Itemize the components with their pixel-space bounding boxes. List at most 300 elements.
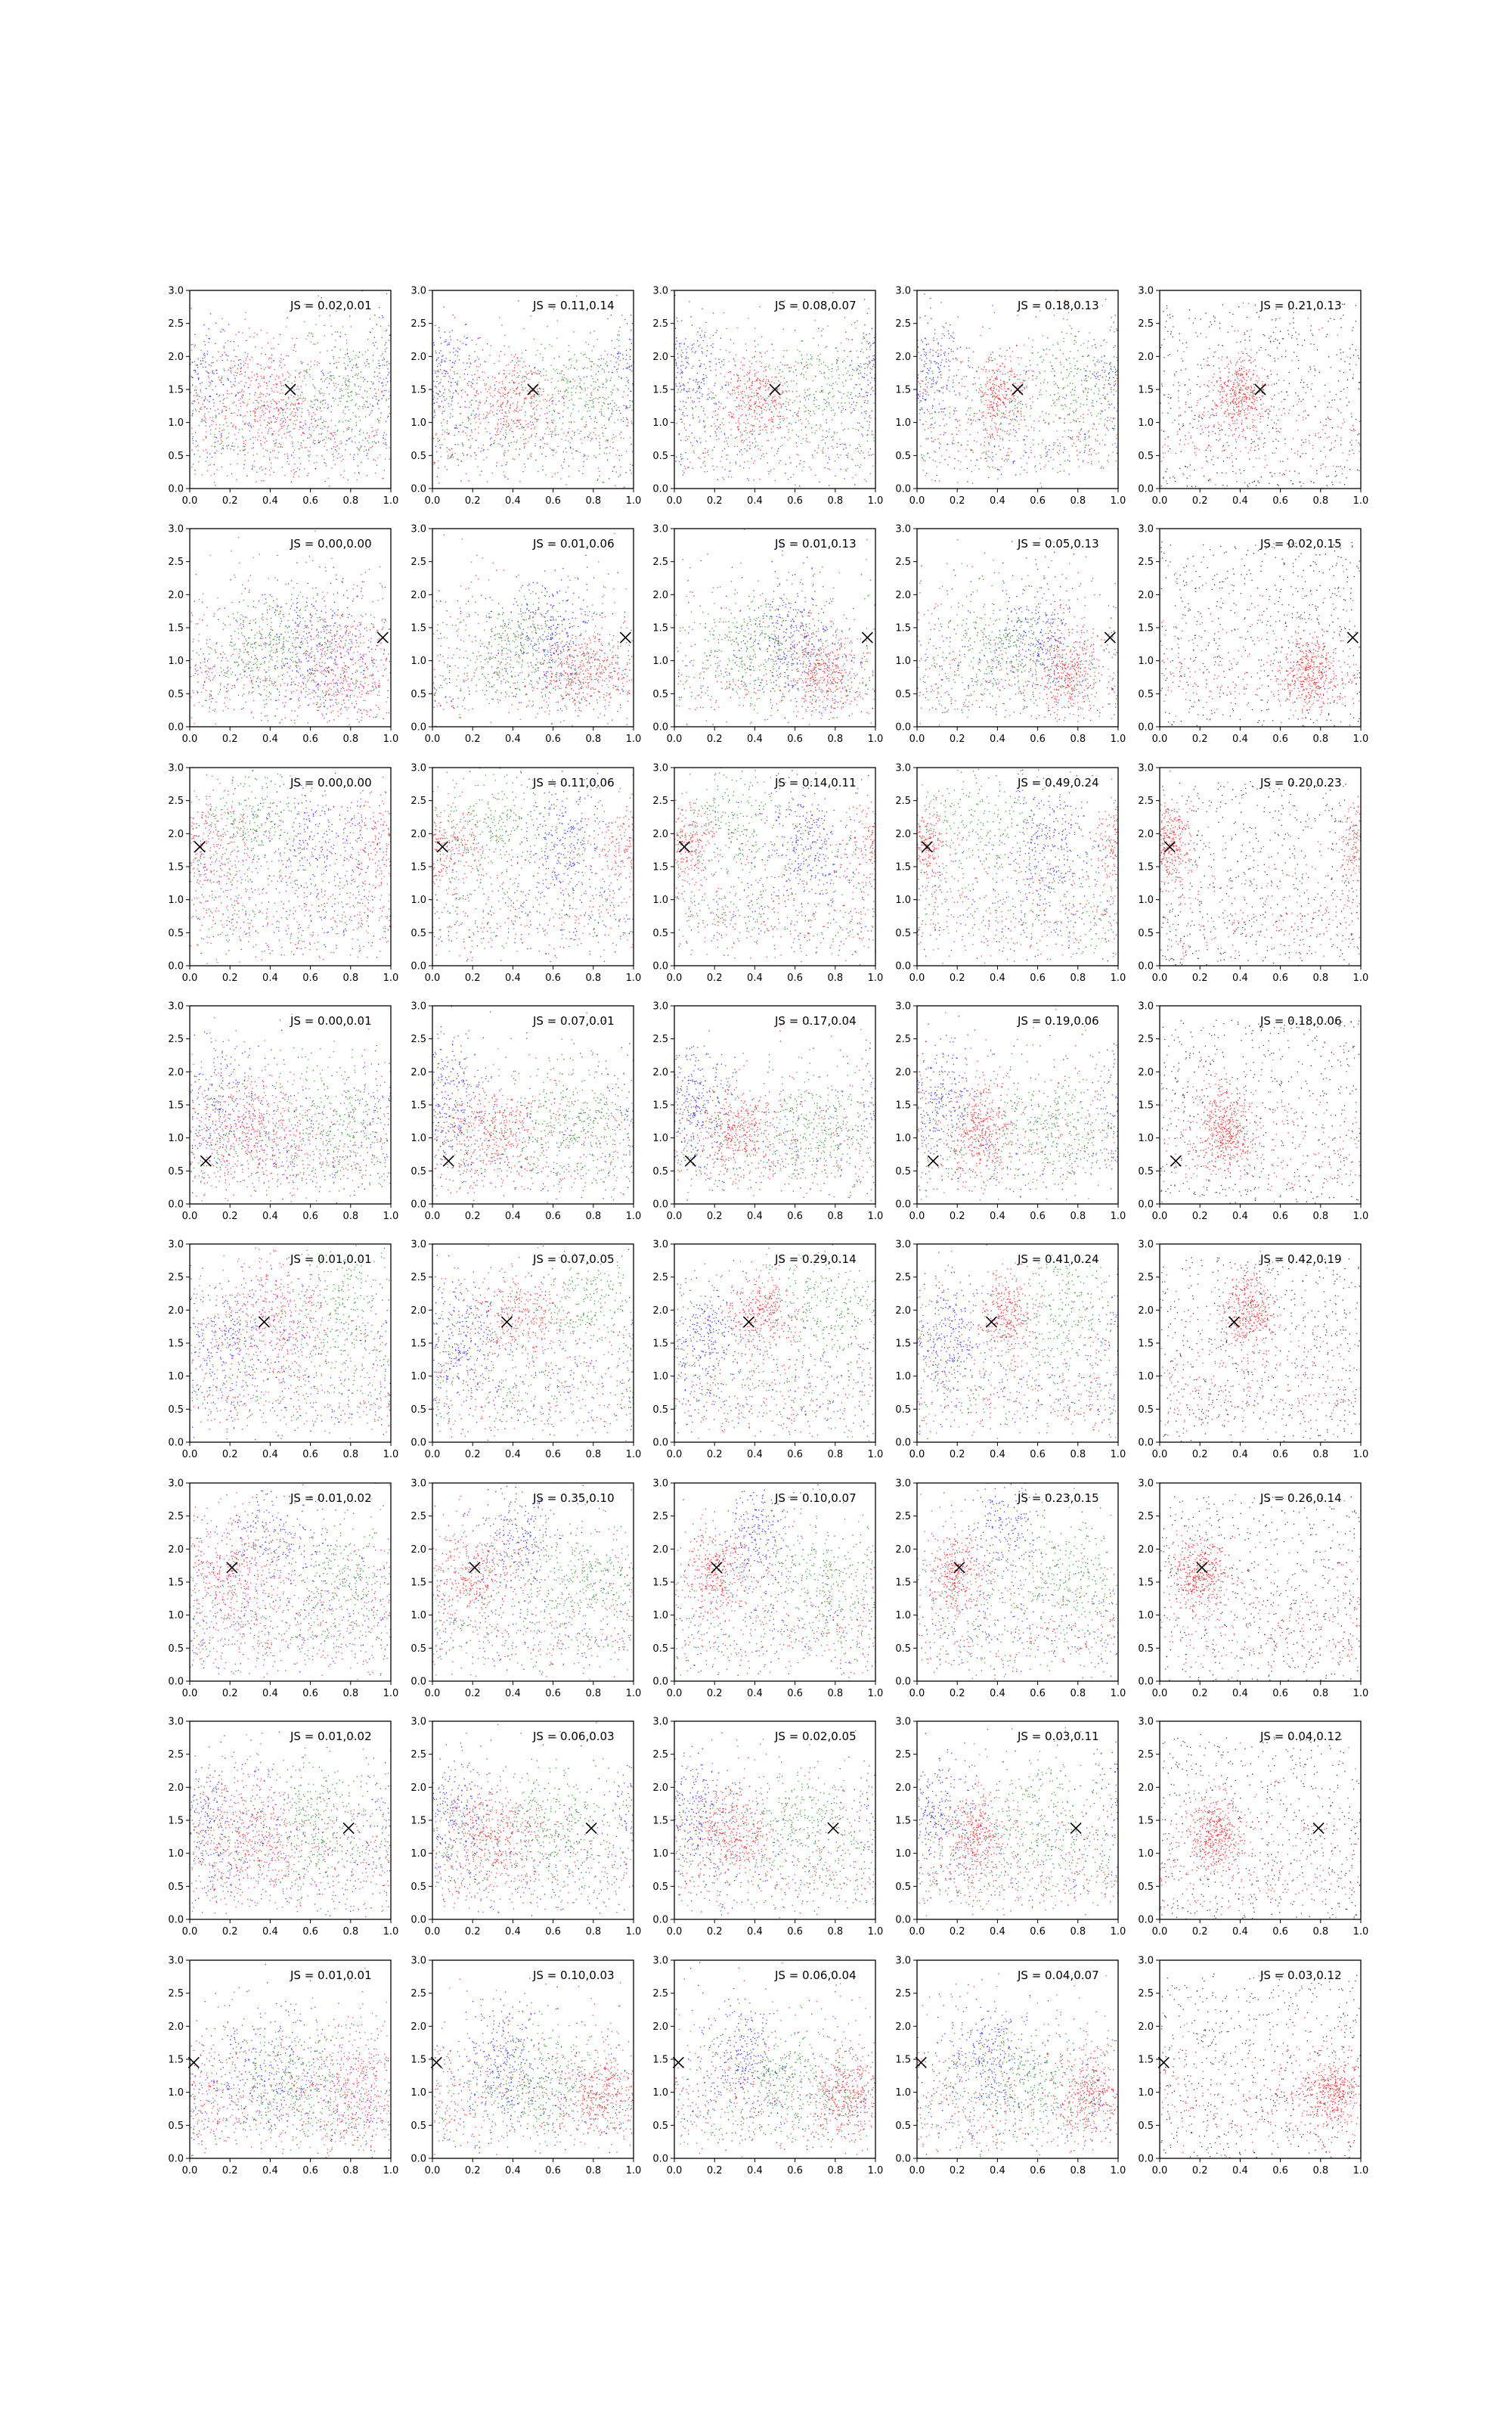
y-tick-label: 2.5 [168, 1034, 184, 1046]
y-tick-label: 0.0 [895, 1676, 911, 1688]
x-tick-label: 0.8 [827, 734, 844, 745]
y-tick-label: 3.0 [168, 523, 184, 535]
js-annotation: JS = 0.07,0.05 [533, 1252, 615, 1266]
x-tick-label: 0.6 [787, 2165, 803, 2176]
x-tick-label: 0.6 [787, 495, 803, 507]
x-tick-label: 0.0 [666, 1211, 683, 1222]
x-tick-label: 0.0 [666, 1688, 683, 1699]
x-tick-label: 0.8 [342, 2165, 359, 2176]
js-annotation: JS = 0.05,0.13 [1018, 537, 1099, 551]
y-tick-label: 0.0 [168, 1437, 184, 1449]
y-tick-label: 2.5 [652, 796, 668, 808]
x-tick-label: 0.4 [505, 1211, 521, 1222]
x-tick-label: 0.6 [302, 1211, 318, 1222]
x-tick-label: 1.0 [1352, 495, 1369, 507]
y-tick-label: 0.0 [652, 721, 668, 734]
x-tick-label: 0.2 [706, 973, 723, 984]
y-tick-label: 1.5 [652, 1338, 668, 1350]
x-tick-label: 0.0 [424, 973, 441, 984]
y-tick-label: 1.5 [168, 1577, 184, 1589]
y-tick-label: 0.0 [411, 483, 426, 495]
x-tick-label: 0.6 [302, 1926, 318, 1938]
js-annotation: JS = 0.14,0.11 [775, 776, 857, 790]
y-tick-label: 2.5 [168, 1511, 184, 1523]
x-tick-label: 0.8 [585, 1688, 602, 1699]
x-tick-label: 0.2 [1191, 1688, 1208, 1699]
y-tick-label: 3.0 [1138, 762, 1154, 774]
js-annotation: JS = 0.10,0.07 [775, 1491, 857, 1505]
x-tick-label: 0.2 [1191, 973, 1208, 984]
x-tick-label: 1.0 [383, 1926, 399, 1938]
x-tick-label: 0.6 [302, 1688, 318, 1699]
x-tick-label: 1.0 [1110, 2165, 1126, 2176]
x-tick-label: 0.0 [666, 734, 683, 745]
y-tick-label: 3.0 [1138, 523, 1154, 535]
x-tick-label: 1.0 [867, 1688, 884, 1699]
y-tick-label: 2.5 [652, 1272, 668, 1284]
y-tick-label: 0.5 [411, 450, 426, 462]
x-tick-label: 0.4 [747, 1211, 763, 1222]
y-tick-label: 3.0 [1138, 1001, 1154, 1013]
js-annotation: JS = 0.10,0.03 [533, 1969, 615, 1982]
x-tick-label: 0.8 [1312, 495, 1329, 507]
x-tick-label: 0.6 [302, 495, 318, 507]
y-tick-label: 2.0 [652, 2021, 668, 2033]
y-tick-label: 0.0 [652, 483, 668, 495]
y-tick-label: 1.0 [652, 1371, 668, 1383]
y-tick-label: 2.0 [411, 828, 426, 840]
x-tick-label: 0.8 [585, 973, 602, 984]
y-tick-label: 1.0 [1138, 417, 1154, 430]
y-tick-label: 1.0 [652, 656, 668, 668]
y-tick-label: 0.5 [1138, 927, 1154, 939]
y-tick-label: 0.5 [652, 688, 668, 700]
y-tick-label: 1.5 [168, 1338, 184, 1350]
y-tick-label: 0.5 [411, 1881, 426, 1893]
y-tick-label: 0.5 [1138, 2120, 1154, 2132]
x-tick-label: 0.4 [990, 1926, 1005, 1938]
x-tick-label: 0.2 [949, 973, 965, 984]
y-tick-label: 2.5 [1138, 557, 1154, 569]
x-tick-label: 1.0 [1110, 973, 1126, 984]
y-tick-label: 0.5 [168, 1643, 184, 1655]
y-tick-label: 2.0 [168, 1305, 184, 1317]
x-tick-label: 1.0 [867, 973, 884, 984]
y-tick-label: 2.5 [411, 1272, 426, 1284]
js-annotation: JS = 0.06,0.03 [533, 1730, 615, 1743]
x-tick-label: 0.4 [747, 1449, 763, 1460]
x-tick-label: 0.4 [1232, 1449, 1248, 1460]
y-tick-label: 3.0 [411, 1716, 426, 1728]
x-tick-label: 1.0 [625, 1926, 642, 1938]
x-tick-label: 0.6 [1030, 1688, 1046, 1699]
y-tick-label: 0.0 [411, 721, 426, 734]
y-tick-label: 1.5 [895, 861, 911, 873]
y-tick-label: 0.5 [895, 927, 911, 939]
y-tick-label: 0.5 [895, 2120, 911, 2132]
y-tick-label: 3.0 [168, 1001, 184, 1013]
y-tick-label: 1.0 [895, 1133, 911, 1145]
x-tick-label: 0.8 [827, 495, 844, 507]
y-tick-label: 2.5 [652, 1034, 668, 1046]
y-tick-label: 0.0 [411, 1437, 426, 1449]
x-tick-label: 0.6 [302, 734, 318, 745]
x-tick-label: 1.0 [625, 1211, 642, 1222]
y-tick-label: 1.0 [411, 417, 426, 430]
y-tick-label: 2.0 [652, 828, 668, 840]
x-tick-label: 0.4 [1232, 1926, 1248, 1938]
x-tick-label: 0.4 [262, 973, 278, 984]
js-annotation: JS = 0.00,0.01 [290, 1014, 372, 1028]
x-tick-label: 1.0 [1352, 1449, 1369, 1460]
x-tick-label: 0.8 [1312, 2165, 1329, 2176]
y-tick-label: 1.5 [895, 622, 911, 634]
x-tick-label: 0.4 [990, 734, 1005, 745]
x-tick-label: 0.8 [1070, 2165, 1086, 2176]
y-tick-label: 0.5 [1138, 688, 1154, 700]
y-tick-label: 2.0 [411, 2021, 426, 2033]
js-annotation: JS = 0.23,0.15 [1018, 1491, 1099, 1505]
js-annotation: JS = 0.01,0.06 [533, 537, 615, 551]
x-tick-label: 0.4 [505, 973, 521, 984]
x-tick-label: 0.8 [1312, 1449, 1329, 1460]
y-tick-label: 1.5 [1138, 622, 1154, 634]
y-tick-label: 0.5 [1138, 1404, 1154, 1416]
y-tick-label: 1.0 [895, 895, 911, 907]
y-tick-label: 1.5 [652, 622, 668, 634]
x-tick-label: 0.2 [222, 1211, 238, 1222]
y-tick-label: 3.0 [1138, 1478, 1154, 1490]
x-tick-label: 0.8 [1312, 1688, 1329, 1699]
y-tick-label: 1.5 [1138, 1338, 1154, 1350]
y-tick-label: 1.0 [411, 656, 426, 668]
y-tick-label: 3.0 [1138, 1716, 1154, 1728]
y-tick-label: 1.0 [168, 2087, 184, 2099]
x-tick-label: 0.4 [262, 1449, 278, 1460]
x-tick-label: 0.2 [222, 734, 238, 745]
y-tick-label: 3.0 [652, 762, 668, 774]
js-annotation: JS = 0.11,0.14 [533, 299, 615, 312]
y-tick-label: 0.0 [895, 1914, 911, 1926]
y-tick-label: 2.0 [411, 1066, 426, 1078]
js-annotation: JS = 0.18,0.13 [1018, 299, 1099, 312]
y-tick-label: 2.0 [1138, 2021, 1154, 2033]
y-tick-label: 3.0 [411, 285, 426, 297]
x-tick-label: 0.0 [424, 495, 441, 507]
y-tick-label: 1.0 [1138, 1371, 1154, 1383]
x-tick-label: 0.0 [181, 973, 198, 984]
y-tick-label: 1.0 [895, 1848, 911, 1860]
x-tick-label: 0.8 [342, 1926, 359, 1938]
y-tick-label: 3.0 [652, 285, 668, 297]
y-tick-label: 3.0 [1138, 285, 1154, 297]
y-tick-label: 1.5 [895, 2054, 911, 2066]
x-tick-label: 0.6 [545, 495, 561, 507]
y-tick-label: 1.5 [895, 1100, 911, 1112]
x-tick-label: 0.6 [787, 1926, 803, 1938]
y-tick-label: 0.0 [895, 2153, 911, 2165]
y-tick-label: 2.0 [652, 1544, 668, 1556]
y-tick-label: 0.5 [895, 1165, 911, 1177]
y-tick-label: 1.0 [411, 1848, 426, 1860]
x-tick-label: 0.4 [505, 1449, 521, 1460]
x-tick-label: 1.0 [383, 734, 399, 745]
y-tick-label: 1.5 [411, 1577, 426, 1589]
y-tick-label: 2.5 [895, 1511, 911, 1523]
x-tick-label: 0.0 [666, 1449, 683, 1460]
x-tick-label: 0.6 [1272, 2165, 1288, 2176]
x-tick-label: 0.6 [545, 1211, 561, 1222]
js-annotation: JS = 0.19,0.06 [1018, 1014, 1099, 1028]
y-tick-label: 1.0 [895, 417, 911, 430]
x-tick-label: 1.0 [1110, 734, 1126, 745]
y-tick-label: 1.0 [411, 1610, 426, 1622]
x-tick-label: 0.4 [262, 1211, 278, 1222]
x-tick-label: 0.0 [1151, 1449, 1168, 1460]
x-tick-label: 0.4 [990, 1688, 1005, 1699]
y-tick-label: 2.0 [411, 351, 426, 363]
x-tick-label: 0.0 [181, 1449, 198, 1460]
y-tick-label: 0.0 [652, 1914, 668, 1926]
y-tick-label: 2.5 [1138, 1511, 1154, 1523]
js-annotation: JS = 0.03,0.11 [1018, 1730, 1099, 1743]
x-tick-label: 0.4 [262, 734, 278, 745]
y-tick-label: 2.5 [1138, 1749, 1154, 1761]
y-tick-label: 2.5 [168, 1272, 184, 1284]
x-tick-label: 0.8 [1070, 973, 1086, 984]
y-tick-label: 2.0 [652, 1305, 668, 1317]
y-tick-label: 1.0 [1138, 2087, 1154, 2099]
x-tick-label: 1.0 [1352, 2165, 1369, 2176]
y-tick-label: 3.0 [652, 523, 668, 535]
y-tick-label: 2.5 [411, 557, 426, 569]
y-tick-label: 0.5 [168, 688, 184, 700]
y-tick-label: 2.5 [1138, 796, 1154, 808]
x-tick-label: 0.2 [949, 1926, 965, 1938]
y-tick-label: 1.0 [1138, 1848, 1154, 1860]
x-tick-label: 1.0 [1110, 1926, 1126, 1938]
x-tick-label: 0.0 [909, 495, 925, 507]
y-tick-label: 3.0 [652, 1478, 668, 1490]
y-tick-label: 3.0 [652, 1716, 668, 1728]
x-tick-label: 0.2 [706, 1449, 723, 1460]
x-tick-label: 0.8 [342, 1688, 359, 1699]
y-tick-label: 3.0 [1138, 1955, 1154, 1967]
x-tick-label: 0.8 [585, 495, 602, 507]
x-tick-label: 1.0 [1110, 1688, 1126, 1699]
y-tick-label: 3.0 [895, 762, 911, 774]
y-tick-label: 2.0 [168, 1782, 184, 1794]
y-tick-label: 0.5 [411, 927, 426, 939]
x-tick-label: 0.4 [747, 973, 763, 984]
y-tick-label: 0.5 [895, 450, 911, 462]
x-tick-label: 0.6 [545, 1926, 561, 1938]
y-tick-label: 0.0 [168, 960, 184, 973]
y-tick-label: 3.0 [168, 285, 184, 297]
x-tick-label: 0.4 [747, 2165, 763, 2176]
x-tick-label: 1.0 [383, 495, 399, 507]
y-tick-label: 0.5 [895, 1404, 911, 1416]
x-tick-label: 0.0 [909, 2165, 925, 2176]
x-tick-label: 1.0 [867, 2165, 884, 2176]
js-annotation: JS = 0.01,0.13 [775, 537, 857, 551]
y-tick-label: 3.0 [168, 1716, 184, 1728]
y-tick-label: 1.0 [411, 2087, 426, 2099]
x-tick-label: 0.6 [1030, 734, 1046, 745]
x-tick-label: 1.0 [1352, 973, 1369, 984]
js-annotation: JS = 0.17,0.04 [775, 1014, 857, 1028]
y-tick-label: 0.0 [652, 1437, 668, 1449]
x-tick-label: 0.4 [1232, 1688, 1248, 1699]
y-tick-label: 1.0 [652, 895, 668, 907]
x-tick-label: 0.8 [1312, 1211, 1329, 1222]
y-tick-label: 0.0 [411, 1914, 426, 1926]
y-tick-label: 3.0 [652, 1001, 668, 1013]
y-tick-label: 2.0 [1138, 589, 1154, 601]
x-tick-label: 0.0 [909, 734, 925, 745]
x-tick-label: 0.8 [342, 1449, 359, 1460]
y-tick-label: 0.0 [411, 2153, 426, 2165]
y-tick-label: 2.5 [411, 1749, 426, 1761]
x-tick-label: 0.0 [909, 1688, 925, 1699]
js-annotation: JS = 0.11,0.06 [533, 776, 615, 790]
x-tick-label: 1.0 [867, 734, 884, 745]
y-tick-label: 3.0 [411, 1955, 426, 1967]
x-tick-label: 0.8 [827, 1211, 844, 1222]
y-tick-label: 1.5 [168, 861, 184, 873]
y-tick-label: 0.0 [168, 721, 184, 734]
y-tick-label: 0.0 [895, 1437, 911, 1449]
x-tick-label: 0.2 [464, 1926, 481, 1938]
y-tick-label: 3.0 [652, 1955, 668, 1967]
js-annotation: JS = 0.02,0.15 [1260, 537, 1342, 551]
y-tick-label: 1.5 [895, 1577, 911, 1589]
x-tick-label: 0.0 [666, 1926, 683, 1938]
y-tick-label: 1.5 [168, 2054, 184, 2066]
y-tick-label: 2.0 [652, 589, 668, 601]
x-tick-label: 0.2 [949, 495, 965, 507]
y-tick-label: 0.0 [168, 1676, 184, 1688]
x-tick-label: 0.2 [222, 2165, 238, 2176]
y-tick-label: 0.5 [652, 2120, 668, 2132]
x-tick-label: 0.6 [1030, 1926, 1046, 1938]
x-tick-label: 1.0 [1352, 1926, 1369, 1938]
x-tick-label: 0.0 [666, 2165, 683, 2176]
x-tick-label: 1.0 [383, 1449, 399, 1460]
y-tick-label: 2.0 [895, 2021, 911, 2033]
y-tick-label: 3.0 [168, 762, 184, 774]
js-annotation: JS = 0.02,0.05 [775, 1730, 857, 1743]
x-tick-label: 0.0 [424, 1688, 441, 1699]
x-tick-label: 0.2 [949, 1688, 965, 1699]
x-tick-label: 0.0 [1151, 1926, 1168, 1938]
x-tick-label: 0.6 [1030, 2165, 1046, 2176]
y-tick-label: 1.0 [168, 1610, 184, 1622]
x-tick-label: 0.4 [1232, 973, 1248, 984]
y-tick-label: 2.0 [168, 1066, 184, 1078]
y-tick-label: 2.5 [411, 1988, 426, 2000]
y-tick-label: 2.5 [411, 1511, 426, 1523]
x-tick-label: 0.4 [1232, 2165, 1248, 2176]
y-tick-label: 0.0 [168, 2153, 184, 2165]
y-tick-label: 2.0 [652, 351, 668, 363]
y-tick-label: 2.5 [895, 1272, 911, 1284]
x-tick-label: 0.4 [505, 1688, 521, 1699]
x-tick-label: 0.4 [505, 495, 521, 507]
y-tick-label: 2.5 [411, 796, 426, 808]
x-tick-label: 0.4 [990, 973, 1005, 984]
y-tick-label: 0.0 [168, 1199, 184, 1211]
x-tick-label: 0.2 [1191, 2165, 1208, 2176]
x-tick-label: 0.4 [747, 1688, 763, 1699]
x-tick-label: 1.0 [1352, 734, 1369, 745]
y-tick-label: 1.0 [652, 1610, 668, 1622]
x-tick-label: 0.2 [706, 2165, 723, 2176]
x-tick-label: 0.4 [990, 495, 1005, 507]
y-tick-label: 1.5 [168, 622, 184, 634]
js-annotation: JS = 0.18,0.06 [1260, 1014, 1342, 1028]
x-tick-label: 0.2 [1191, 1926, 1208, 1938]
y-tick-label: 1.0 [895, 1371, 911, 1383]
x-tick-label: 0.0 [909, 973, 925, 984]
x-tick-label: 0.0 [909, 1449, 925, 1460]
x-tick-label: 0.8 [585, 734, 602, 745]
y-tick-label: 2.0 [1138, 1782, 1154, 1794]
x-tick-label: 0.0 [181, 1688, 198, 1699]
y-tick-label: 1.0 [168, 1133, 184, 1145]
y-tick-label: 1.5 [411, 2054, 426, 2066]
y-tick-label: 0.0 [168, 1914, 184, 1926]
y-tick-label: 2.0 [168, 828, 184, 840]
y-tick-label: 2.5 [895, 1749, 911, 1761]
x-tick-label: 0.6 [302, 1449, 318, 1460]
y-tick-label: 1.5 [1138, 1577, 1154, 1589]
x-tick-label: 1.0 [1352, 1688, 1369, 1699]
x-tick-label: 1.0 [867, 1211, 884, 1222]
y-tick-label: 3.0 [411, 1239, 426, 1251]
x-tick-label: 0.0 [181, 734, 198, 745]
x-tick-label: 0.2 [949, 2165, 965, 2176]
y-tick-label: 2.0 [411, 1544, 426, 1556]
y-tick-label: 1.5 [411, 1338, 426, 1350]
y-tick-label: 0.0 [1138, 1914, 1154, 1926]
x-tick-label: 0.0 [424, 1449, 441, 1460]
y-tick-label: 0.0 [1138, 1437, 1154, 1449]
x-tick-label: 0.2 [464, 1211, 481, 1222]
y-tick-label: 2.0 [411, 589, 426, 601]
x-tick-label: 0.4 [1232, 1211, 1248, 1222]
x-tick-label: 0.6 [1030, 973, 1046, 984]
x-tick-label: 0.6 [1272, 1449, 1288, 1460]
x-tick-label: 0.6 [545, 1449, 561, 1460]
y-tick-label: 0.5 [652, 1881, 668, 1893]
js-annotation: JS = 0.01,0.01 [290, 1969, 372, 1982]
x-tick-label: 0.4 [505, 734, 521, 745]
y-tick-label: 2.5 [411, 1034, 426, 1046]
x-tick-label: 0.2 [949, 734, 965, 745]
y-tick-label: 1.0 [1138, 895, 1154, 907]
y-tick-label: 1.5 [168, 384, 184, 396]
x-tick-label: 0.8 [585, 1926, 602, 1938]
x-tick-label: 0.0 [424, 1211, 441, 1222]
x-tick-label: 0.2 [949, 1211, 965, 1222]
y-tick-label: 0.5 [895, 1881, 911, 1893]
x-tick-label: 0.6 [787, 1211, 803, 1222]
x-tick-label: 0.6 [302, 973, 318, 984]
y-tick-label: 3.0 [1138, 1239, 1154, 1251]
x-tick-label: 1.0 [383, 2165, 399, 2176]
y-tick-label: 2.0 [895, 589, 911, 601]
